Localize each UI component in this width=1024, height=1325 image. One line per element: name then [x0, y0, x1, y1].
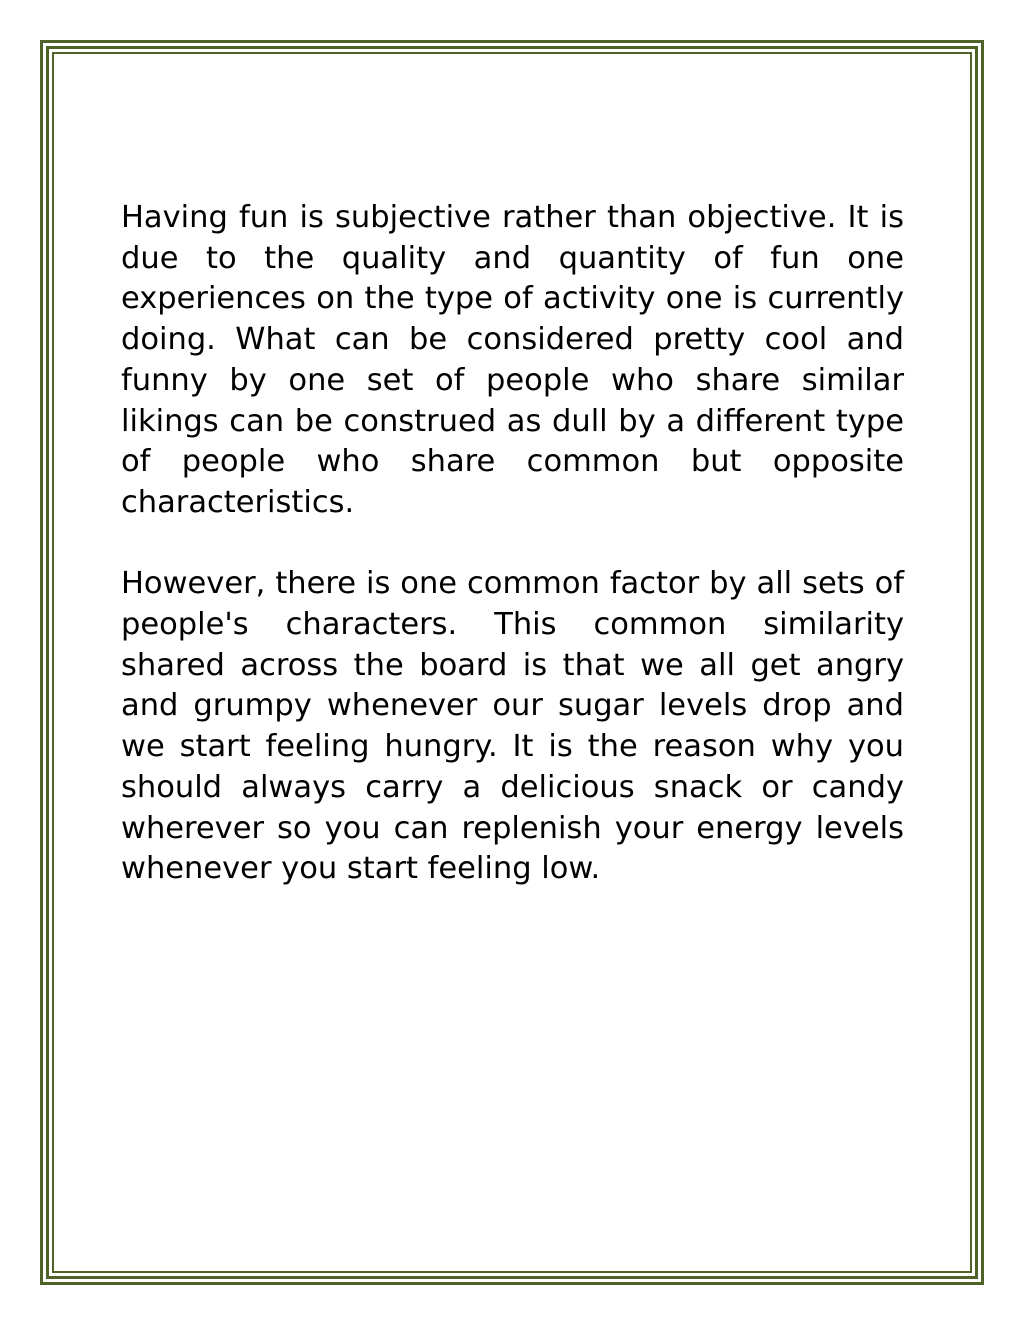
paragraph-1: Having fun is subjective rather than objective. It is due to the quality and quantity of fun one experiences on the type of activity one is currently doing. What can be considered pretty cool and funny by one set of people who share similar likings can be construed as dull by a different type of people who share common but opposite characteristics.	[121, 200, 904, 520]
document-body	[121, 198, 904, 890]
paragraph-2: However, there is one common factor by all sets of people's characters. This common similarity shared across the board is that we all get angry and grumpy whenever our sugar levels drop and we start feeling hungry. It is the reason why you should always carry a delicious snack or candy wherever so you can replenish your energy levels whenever you start feeling low.	[121, 566, 904, 887]
